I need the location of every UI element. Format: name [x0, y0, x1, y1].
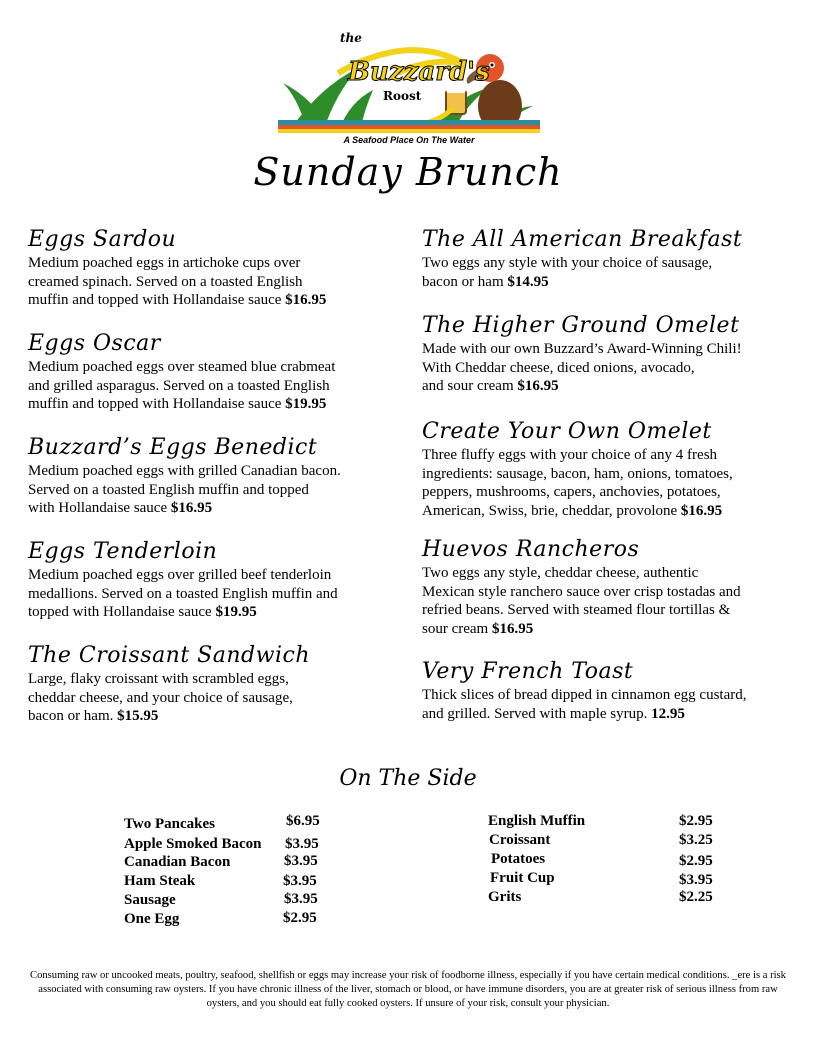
side-item-price: $6.95 [286, 813, 320, 829]
menu-item-eggs-tenderloin [28, 538, 388, 622]
side-item-name: Apple Smoked Bacon [124, 836, 262, 852]
item-description: Thick slices of bread dipped in cinnamon egg custard, and grilled. Served with maple syrup. 12.95 [422, 687, 747, 722]
side-item-price: $3.95 [285, 836, 319, 852]
side-item-price: $2.95 [679, 853, 713, 869]
side-item-price: $2.95 [679, 813, 713, 829]
side-item-price: $2.25 [679, 889, 713, 905]
logo-artwork [278, 28, 540, 146]
item-description: Two eggs any style with your choice of sausage, bacon or ham $14.95 [422, 255, 713, 290]
item-name: Huevos Rancheros [422, 537, 640, 562]
health-disclaimer: Consuming raw or uncooked meats, poultry, seafood, shellfish or eggs may increase your risk of foodborne illness, especially if you have certain medical conditions. _ere is a risk associated with consuming raw oysters. If you have chronic illness of the liver, stomach or blood, or have immune disorders, you are at greater risk of serious illness from raw oysters, and you should eat fully cooked oysters. If unsure of your risk, consult your physician. [30, 970, 786, 1010]
logo-text-the: the [340, 31, 362, 45]
menu-item-eggs-sardou [28, 226, 388, 310]
side-item-name: English Muffin [488, 813, 586, 829]
menu-item-croissant-sandwich [28, 642, 388, 726]
item-description: Medium poached eggs in artichoke cups over creamed spinach. Served on a toasted English muffin and topped with Hollandaise sauce $16.95 [28, 255, 327, 309]
item-description: Medium poached eggs with grilled Canadian bacon. Served on a toasted English muffin and topped with Hollandaise sauce $16.95 [28, 463, 341, 517]
item-description: Medium poached eggs over grilled beef tenderloin medallions. Served on a toasted English muffin and topped with Hollandaise sauce $19.95 [28, 567, 338, 621]
side-item-price: $3.95 [679, 872, 713, 888]
restaurant-logo [278, 28, 540, 146]
item-price: $16.95 [680, 503, 723, 520]
item-name: Eggs Sardou [28, 227, 177, 252]
item-description: Medium poached eggs over steamed blue crabmeat and grilled asparagus. Served on a toasted English muffin and topped with Hollandaise sauce $19.95 [28, 359, 336, 413]
item-price: $14.95 [507, 273, 549, 290]
menu-item-create-your-own-omelet [422, 418, 794, 521]
page-title: Sunday Brunch [253, 150, 563, 194]
item-name: Create Your Own Omelet [422, 419, 712, 444]
side-item-name: Fruit Cup [490, 870, 555, 886]
item-description: Large, flaky croissant with scrambled eggs, cheddar cheese, and your choice of sausage, bacon or ham. $15.95 [28, 671, 293, 725]
side-item-name: Grits [488, 889, 522, 905]
item-name: The Croissant Sandwich [28, 643, 310, 668]
item-name: Buzzard’s Eggs Benedict [28, 435, 318, 460]
item-price: $16.95 [491, 621, 534, 638]
logo-text-main: Buzzard's [348, 57, 490, 87]
item-name: The Higher Ground Omelet [422, 313, 740, 338]
item-description: Three fluffy eggs with your choice of any 4 fresh ingredients: sausage, bacon, ham, onions, tomatoes, peppers, mushrooms, capers, anchovies, potatoes, American, Swiss, brie, cheddar, provolone $16.95 [422, 447, 733, 520]
item-description: Two eggs any style, cheddar cheese, authentic Mexican style ranchero sauce over crisp tostadas and refried beans. Served with steamed flour tortillas & sour cream $16.95 [422, 565, 741, 638]
side-item-name: Two Pancakes [124, 816, 215, 832]
menu-item-eggs-benedict [28, 434, 388, 518]
side-item-price: $3.95 [283, 873, 317, 889]
item-name: Very French Toast [422, 659, 634, 684]
item-price: $19.95 [285, 396, 327, 413]
item-price: 12.95 [651, 705, 685, 722]
side-item-name: Croissant [489, 832, 551, 848]
side-item-name: Ham Steak [124, 873, 196, 889]
side-item-price: $3.95 [284, 891, 318, 907]
item-price: $15.95 [117, 708, 159, 725]
side-item-name: One Egg [124, 911, 180, 927]
item-name: Eggs Oscar [28, 331, 161, 356]
item-name: The All American Breakfast [422, 227, 743, 252]
sides-heading: On The Side [339, 766, 477, 791]
side-item-name: Sausage [124, 892, 176, 908]
menu-item-higher-ground-omelet [422, 312, 794, 396]
menu-item-all-american-breakfast [422, 226, 794, 291]
side-item-price: $3.25 [679, 832, 713, 848]
item-price: $16.95 [170, 500, 213, 517]
menu-item-very-french-toast [422, 658, 794, 723]
side-item-name: Potatoes [491, 851, 546, 867]
menu-item-huevos-rancheros [422, 536, 794, 639]
logo-text-roost: Roost [383, 89, 422, 103]
logo-tagline: A Seafood Place On The Water [343, 135, 475, 145]
side-item-price: $2.95 [283, 910, 317, 926]
item-price: $16.95 [285, 292, 327, 309]
item-description: Made with our own Buzzard’s Award-Winning Chili! With Cheddar cheese, diced onions, avocado, and sour cream $16.95 [422, 341, 742, 395]
item-price: $16.95 [517, 378, 559, 395]
item-name: Eggs Tenderloin [28, 539, 218, 564]
item-price: $19.95 [215, 604, 257, 621]
side-item-name: Canadian Bacon [124, 854, 231, 870]
side-item-price: $3.95 [284, 853, 318, 869]
menu-item-eggs-oscar [28, 330, 388, 414]
